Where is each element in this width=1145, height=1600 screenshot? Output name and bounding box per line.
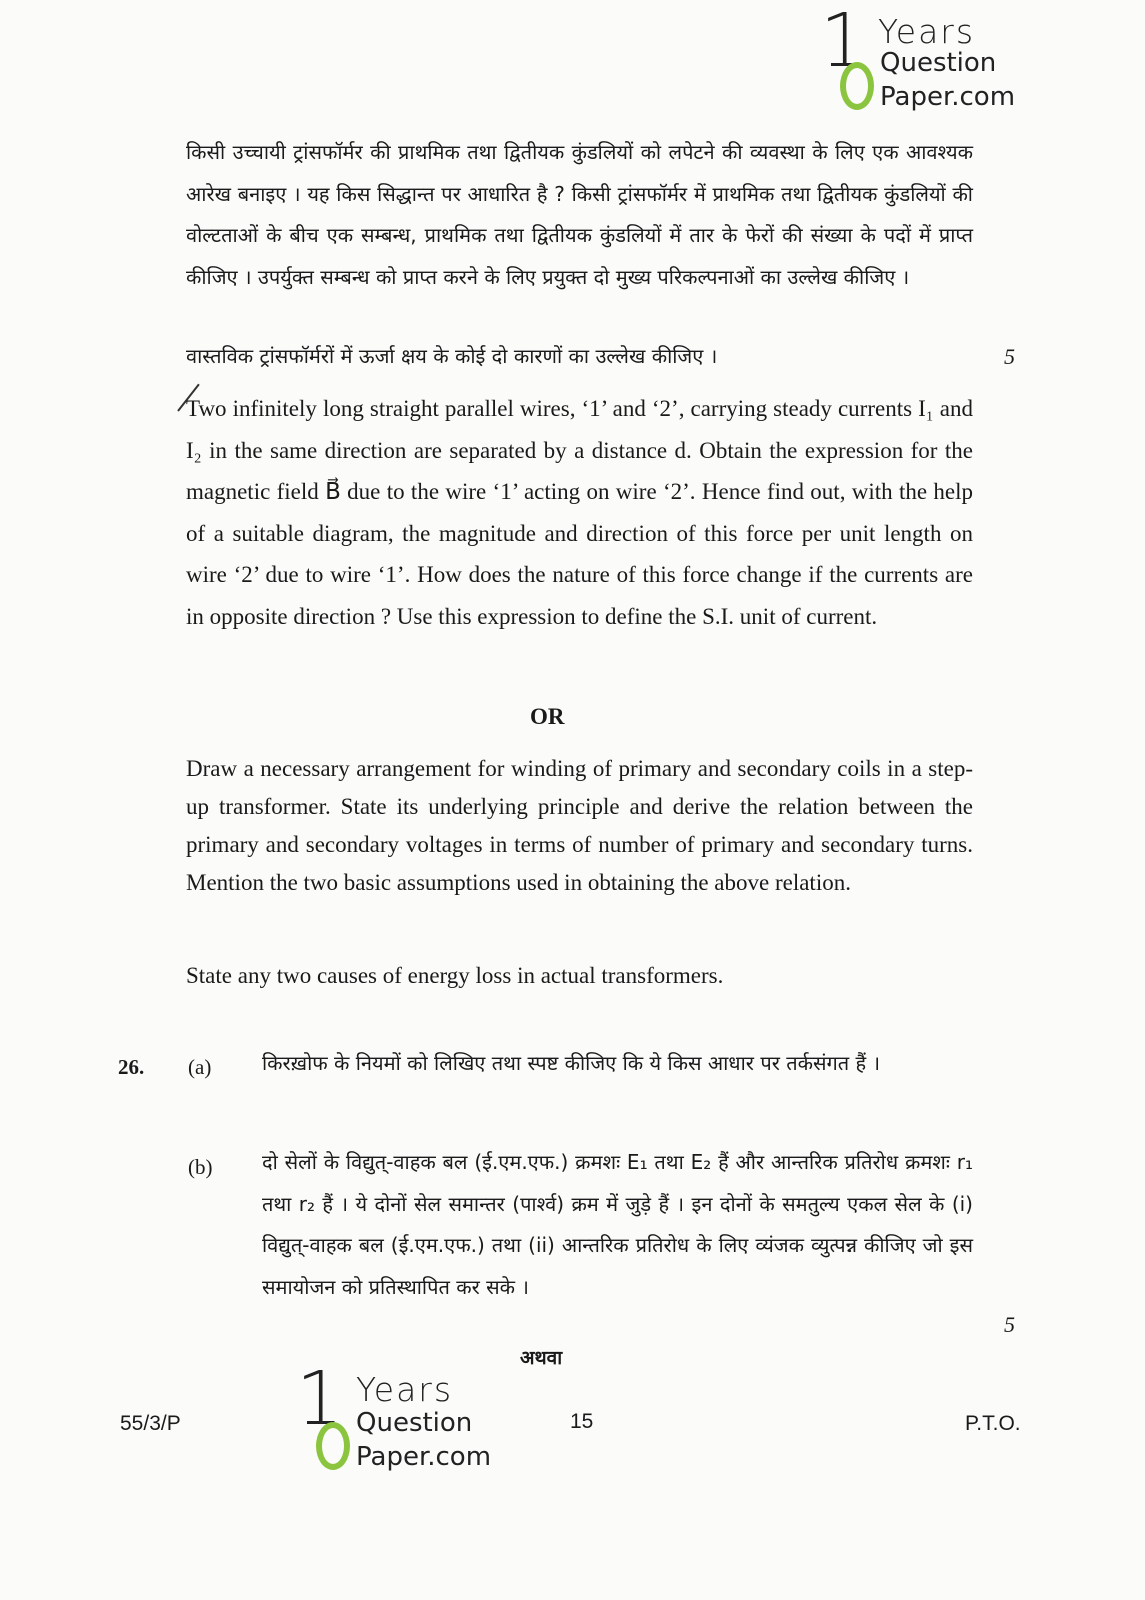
q25-hindi-or-part1: किसी उच्चायी ट्रांसफॉर्मर की प्राथमिक तथा द्वितीयक कुंडलियों को लपेटने की व्यवस्था के लिए एक आवश्यक आरेख बनाइए । यह किस सिद्धान्त पर आधारित है ? किसी ट्रांसफॉर्मर में प्राथमिक तथा द्वितीयक कुंडलियों की वोल्टताओं के बीच एक सम्बन्ध, प्राथमिक तथा द्वितीयक कुंडलियों में तार के फेरों की संख्या के पदों में प्राप्त कीजिए । उपर्युक्त सम्बन्ध को प्राप्त करने के लिए प्रयुक्त दो मुख्य परिकल्पनाओं का उल्लेख कीजिए । (186, 140, 973, 289)
logo-word-years: Years (878, 12, 976, 51)
watermark-logo-bottom (296, 1356, 506, 1476)
logo-digit: 1 (820, 0, 868, 84)
q25-hindi-or-part2: वास्तविक ट्रांसफॉर्मरों में ऊर्जा क्षय के कोई दो कारणों का उल्लेख कीजिए । (186, 344, 718, 368)
logo-word-paper: Paper.com (356, 1442, 492, 1472)
q26-b-label: (b) (188, 1155, 213, 1179)
q25-english-or-part2: State any two causes of energy loss in actual transformers. (186, 963, 724, 988)
q25-english-or-part1: Draw a necessary arrangement for winding of primary and secondary coils in a step-up transformer. State its underlying principle and derive the relation between the primary and secondary voltages in terms of number of primary and secondary turns. Mention the two basic assumptions used in obtaining the above relation. (186, 756, 973, 895)
page-number: 15 (570, 1410, 594, 1433)
watermark-logo-top (820, 0, 1020, 114)
q26-marks: 5 (1004, 1312, 1015, 1337)
q26-a-label: (a) (188, 1055, 212, 1079)
q26-or-label: अथवा (520, 1347, 563, 1369)
pto-label: P.T.O. (965, 1412, 1021, 1435)
q25-english-main: Two infinitely long straight parallel wires, ‘1’ and ‘2’, carrying steady currents I₁ and I₂ in the same direction are separated by a distance d. Obtain the expression for the magnetic field B⃗ due to the wire ‘1’ acting on wire ‘2’. Hence find out, with the help of a suitable diagram, the magnitude and direction of this force per unit length on wire ‘2’ due to wire ‘1’. How does the nature of this force change if the currents are in opposite direction ? Use this expression to define the S.I. unit of current. (186, 396, 973, 629)
paper-code: 55/3/P (120, 1412, 181, 1435)
logo-zero-ring (316, 1422, 350, 1470)
logo-word-question: Question (356, 1408, 473, 1438)
logo-word-question: Question (880, 48, 997, 78)
logo-word-years: Years (356, 1370, 454, 1409)
q26-number: 26. (118, 1055, 145, 1079)
q25-marks: 5 (1004, 344, 1015, 369)
logo-zero-ring (840, 62, 874, 110)
q25-or-label: OR (530, 704, 565, 729)
logo-digit: 1 (296, 1356, 344, 1442)
logo-word-paper: Paper.com (880, 82, 1016, 112)
q26-b-text: दो सेलों के विद्युत्-वाहक बल (ई.एम.एफ.) क्रमशः E₁ तथा E₂ हैं और आन्तरिक प्रतिरोध क्रमशः r₁ तथा r₂ हैं । ये दोनों सेल समान्तर (पार्श्व) क्रम में जुड़े हैं । इन दोनों के समतुल्य एकल सेल के (i) विद्युत्-वाहक बल (ई.एम.एफ.) तथा (ii) आन्तरिक प्रतिरोध के लिए व्यंजक व्युत्पन्न कीजिए जो इस समायोजन को प्रतिस्थापित कर सके । (262, 1150, 973, 1299)
q26-a-text: किरख़ोफ के नियमों को लिखिए तथा स्पष्ट कीजिए कि ये किस आधार पर तर्कसंगत हैं । (262, 1051, 881, 1075)
